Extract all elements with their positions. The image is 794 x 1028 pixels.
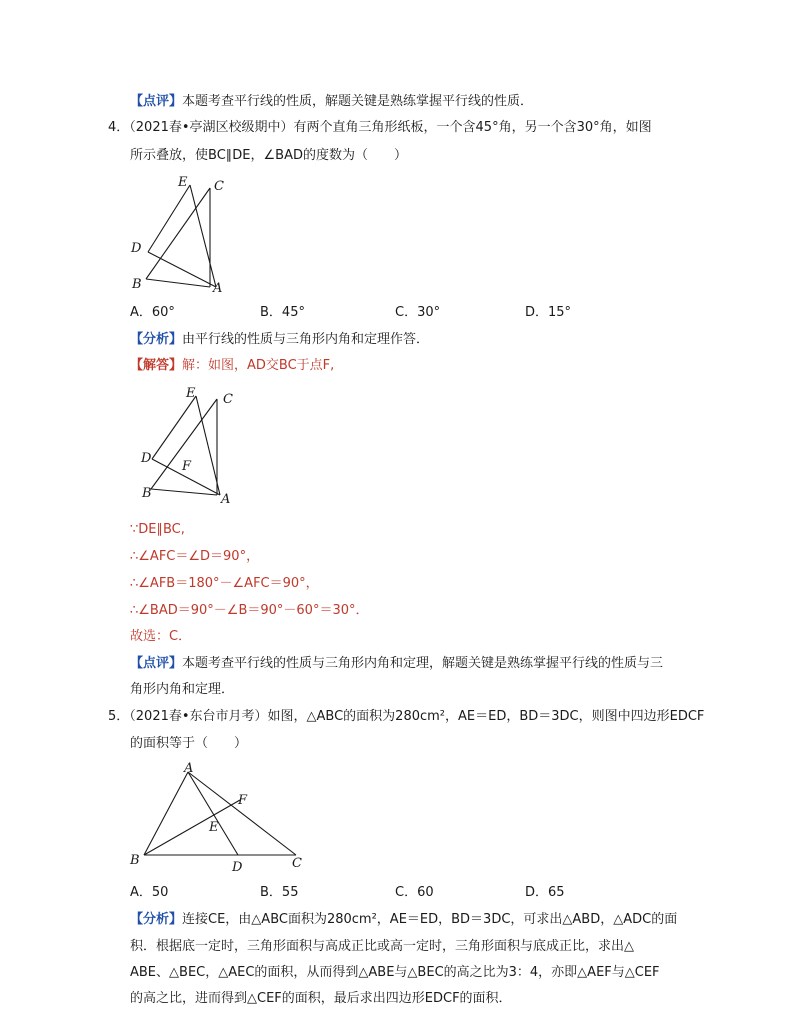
- review-text: 本题考查平行线的性质，解题关键是熟练掌握平行线的性质．: [182, 94, 534, 109]
- q4-label-C: C: [214, 179, 224, 194]
- review-tag: 【点评】: [130, 656, 183, 671]
- analysis-text-line1: 连接CE，由△ABC面积为280cm²，AE＝ED，BD＝3DC，可求出△ABD，△ADC的面: [182, 912, 678, 927]
- q5-label-F: F: [238, 793, 248, 808]
- q4-label-D: D: [131, 241, 142, 256]
- analysis-text-line4: 的高之比，进而得到△CEF的面积，最后求出四边形EDCF的面积．: [130, 991, 512, 1006]
- solution-step: ∴∠AFB＝180°－∠AFC＝90°，: [130, 576, 319, 591]
- q4-option-d: D．15°: [525, 305, 572, 320]
- q4-stem-line1: 4．（2021春•亭湖区校级期中）有两个直角三角形纸板，一个含45°角，另一个含30°角，如图: [108, 120, 652, 135]
- q5-option-c: C．60: [395, 885, 434, 900]
- q4-figure: [128, 172, 238, 296]
- review-text-line2: 角形内角和定理．: [130, 682, 235, 697]
- solution-step: ∴∠BAD＝90°－∠B＝90°－60°＝30°．: [130, 603, 369, 618]
- sol4-label-C: C: [223, 392, 233, 407]
- sol4-label-D: D: [141, 451, 152, 466]
- solution-block-4: [130, 356, 334, 376]
- analysis-tag: 【分析】: [130, 912, 183, 927]
- review-block-4: [130, 654, 663, 674]
- q4-option-c: C．30°: [395, 305, 441, 320]
- review-block-1: [130, 92, 533, 112]
- sol4-label-E: E: [186, 386, 196, 401]
- q4-label-B: B: [132, 277, 142, 292]
- analysis-block-4: [130, 330, 429, 350]
- analysis-text-line2: 积．根据底一定时，三角形面积与高成正比或高一定时，三角形面积与底成正比，求出△: [130, 939, 634, 954]
- analysis-text: 由平行线的性质与三角形内角和定理作答．: [182, 332, 430, 347]
- analysis-tag: 【分析】: [130, 332, 183, 347]
- solution-step: ∴∠AFC＝∠D＝90°，: [130, 549, 260, 564]
- review-text-line1: 本题考查平行线的性质与三角形内角和定理，解题关键是熟练掌握平行线的性质与三: [182, 656, 664, 671]
- sol4-label-B: B: [142, 486, 152, 501]
- q5-stem-line2: 的面积等于（ ）: [130, 736, 248, 751]
- sol4-label-F: F: [182, 459, 192, 474]
- analysis-block-5: [130, 910, 677, 930]
- q5-label-D: D: [232, 860, 243, 875]
- q5-label-A: A: [184, 761, 194, 776]
- sol4-label-A: A: [221, 492, 231, 507]
- solution-answer: 故选：C．: [130, 629, 192, 644]
- q4-label-E: E: [178, 175, 188, 190]
- q4-option-a: A．60°: [130, 305, 175, 320]
- solution4-figure: [128, 383, 243, 507]
- q5-option-d: D．65: [525, 885, 565, 900]
- q5-label-C: C: [292, 856, 302, 871]
- q4-option-b: B．45°: [260, 305, 305, 320]
- q5-option-b: B．55: [260, 885, 299, 900]
- q5-figure: [128, 760, 313, 876]
- solution-tag: 【解答】: [130, 358, 183, 373]
- solution-text: 解：如图，AD交BC于点F,: [182, 358, 335, 373]
- q5-label-B: B: [130, 853, 140, 868]
- q5-label-E: E: [209, 820, 219, 835]
- review-tag: 【点评】: [130, 94, 183, 109]
- analysis-text-line3: ABE、△BEC，△AEC的面积，从而得到△ABE与△BEC的高之比为3：4，亦即△AEF与△CEF: [130, 965, 660, 980]
- solution-step: ∵DE∥BC,: [130, 522, 185, 537]
- q4-label-A: A: [213, 281, 223, 296]
- q5-option-a: A．50: [130, 885, 169, 900]
- q5-stem-line1: 5．（2021春•东台市月考）如图，△ABC的面积为280cm²，AE＝ED，BD＝3DC，则图中四边形EDCF: [108, 709, 705, 724]
- q4-stem-line2: 所示叠放，使BC∥DE，∠BAD的度数为（ ）: [130, 148, 407, 163]
